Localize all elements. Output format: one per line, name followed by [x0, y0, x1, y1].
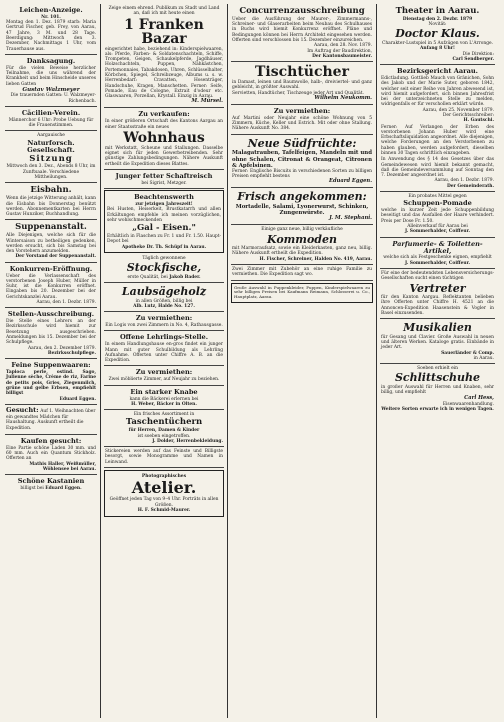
ad-bazar: Zeige einem ehrend. Publikum zu Stadt und Land an, daß ich mit heute einen 1 Franken Bazar eingerichtet habe, beziehend in: Kinderspielwaaren, als: Pferde, Farben- & Soldatenschachteln, Schiffe, Trompeten, Geigen, Schaukelpferde, Jagdhäuser, Holzschachteln, Puppen, Nähkästchen, Portemonnaies, Tabakdosen, Uhren, Schlüsselhalter, Körbchen, Spiegel, Schreibzeuge, Albums u. s. w. Herrenbedarf: Cravatten, Hosenträger, Handschuhe, Kragen, Manschetten. Ferner: Seife, Pomade, Eau de Cologne, Extrait d'odeur etc. Glaswaaren, Porzellan, Krystall. Einzig in Aarau. M. Mürsel.: [104, 4, 224, 108]
ad-naturforsch: Aargauische Naturforsch. Gesellschaft. Sitzung Mittwoch den 3. Dez., Abends 8 Uhr, im Zunftsaale. Verschiedene Mittheilungen.: [5, 131, 97, 183]
ad-theater: Theater in Aarau. Dienstag den 2. Dezbr. 1879 Novität: Doctor Klaus. Charakter-Lustspiel in 5 Aufzügen von L'Arronge. Anfang 8 Uhr! Die Direktion: Carl Sendberger.: [380, 4, 495, 65]
ad-caecilien: Cäcilien-Verein. Männerchor 6 Uhr: Probe Uebung für die Frauenstimmen.: [5, 107, 97, 131]
ad-musikalien: Musikalien für Gesang und Clavier. Große Auswahl in neuen und älteren Werken. Kataloge gratis. Einbände in jeder Art. Sauerländer & Comp. in Aarau.: [380, 319, 495, 364]
ad-vermiethen-2: Zu vermiethen: Zwei möblierte Zimmer, auf Neujahr zu beziehen.: [104, 366, 224, 385]
ad-leichen: Leichen-Anzeige. Nr. 101. Montag den 1. Dez. 1879 starb: Maria Gertrud Fischer, geb. Frey, von Aarau, 47 Jahre, 3 M. und 28 Tage. Beerdigung: Mittwoch den 3. Dezember, Nachmittags 1 Uhr, vom Trauerhause aus.: [5, 4, 97, 55]
ad-kaufen: Kaufen gesucht: Eine Partie schöne Laden 30 mm. und 60 mm. Auch ein Quantum Stickholz. Offerten an Mathis Haller, Weißmüller, Wöhlensee bei Aarau.: [5, 435, 97, 475]
ad-schuppen: Ein probates Mittel gegen Schuppen-Pomade welche in kurzer Zeit jede Schuppenbildung beseitigt und das Ausfallen der Haare verhindert. Preis per Dose Fr. 1.50. Alleinverkauf für Aarau bei J. Sommerhalder, Coiffeur.: [380, 192, 495, 238]
ad-wohnhaus: Zu verkaufen: In einer größeren Ortschaft des Kantons Aargau an einer Staatsstraße ein neues Wohnhaus mit Werkstatt, Scheune und Stallungen. Dasselbe eignet sich für jeden Gewerbetreibenden. Sehr günstige Zahlungsbedingungen. Nähere Auskunft ertheilt die Expedition dieses Blattes.: [104, 108, 224, 170]
ad-suppenwaaren: Feine Suppenwaaren: Tapioca perle, ostind. Sago, Julienne sèche, Crème de riz, Farine de petits pois, Gries, Ziegenmilch, grüne und gelbe Erbsen, empfiehlt billigst Eduard Eggen.: [5, 359, 97, 405]
ad-schlittschuhe: Soeben erhielt ein Schlittschuhe in großer Auswahl für Herren und Knaben, sehr billig, und empfiehlt Carl Hess, Eisenwaarenhandlung. Weitere Sorten erwarte ich in wenigen Tagen.: [381, 366, 494, 412]
leichen-title: Leichen-Anzeige.: [19, 6, 83, 14]
ad-atelier: Photographisches Atelier. Geöffnet jeden Tag von 9–4 Uhr. Porträts in allen Größen. H. F. Schmid-Maurer.: [104, 470, 224, 517]
ad-stickereien: Stickereien werden auf das Feinste und Billigste besorgt, sowie Monogramme und Namen in Leinwand.: [104, 447, 224, 468]
ad-stockfische: Täglich gewonnene Stockfische, erste Qualität, bei Jakob Bader.: [104, 254, 224, 283]
ad-frisch: Frisch angekommen: Mortadelle, Salami, Lyonerwurst, Schinken, Zungenwürste. J. M. Stephani.: [231, 188, 373, 225]
ad-bezirksgericht: Bezirksgericht Aarau. Edictladung. Gottlieb Mauch von Gränichen, Sohn des Jakob und der Marie Suter, geboren 1842, welcher seit einer Reihe von Jahren abwesend ist, wird hiemit aufgefordert, sich binnen Jahresfrist bei der unterzeichneten Stelle zu melden, widrigenfalls er für verschollen erklärt würde. Aarau, den 25. November 1879. Der Gerichtsschreiber: H. Gautschi. Ferner: Auf Verlangen der Erben des verstorbenen Johann Huber wird eine Erbschaftsliquidation angeordnet. Alle diejenigen, welche Forderungen an den Verstorbenen zu haben glauben, werden aufgefordert, dieselben binnen 30 Tagen schriftlich einzugeben. In Anwendung des § 14 des Gesetzes über das Gemeindewesen wird hiemit bekannt gemacht, daß die Gemeindeversammlung auf Sonntag den 7. Dezember angeordnet ist. Aarau, den 1. Dezbr. 1879. Der Gemeinderath.: [380, 65, 495, 192]
ad-beachtenswerth: Beachtenswerth zur jetzigen Jahreszeit! Bei Husten, Heiserkeit, Brustkatarrh und allen Erkältungen empfehle ich meinen vorzüglichen, sehr wohlschmeckenden „Gal - Eisen." Erhältlich in Flaschen zu Fr. 1 und Fr. 1.50. Haupt-Depot bei Apotheke Dr. Th. Schüpf in Aarau.: [104, 190, 224, 253]
column-2: [104, 4, 228, 718]
column-4: [380, 4, 498, 718]
ad-parfumerie: Parfumerie- & Toiletten-Artikel, welche sich als Festgeschenke eignen, empfiehlt J. Sommerhalder, Coiffeur.: [380, 238, 495, 269]
ad-schaftreisch: Junger fetter Schaftreisch bei Sigrist, Metzger.: [104, 170, 224, 189]
ad-danksagung: Danksagung. Für die vielen Beweise herzlicher Teilnahme, die uns während der Krankheit und beim Hinscheide unseres lieben Gatten Gustav Walzmeyer Die trauernden Gatten: U. Walzmeyer-Richenbach.: [5, 55, 97, 107]
column-1: [5, 4, 101, 718]
ad-eisbahn: Eisbahn. Wenn die jetzige Witterung anhält, kann die Eisbahn bis Donnerstag benützt werden. Abonnementkarten bei Herrn Gustav Hunziker, Buchhandlung.: [5, 183, 97, 220]
ad-concurrenz: Concurrenzausschreibung Ueber die Ausführung der Maurer-, Zimmermanns-, Schreiner- und Glaserarbeiten beim Neubau des Schulhauses in Buchs wird hiemit Konkurrenz eröffnet. Pläne und Bedingungen können bei Herrn Architekt eingesehen werden. Offerten sind verschlossen bis 15. Dezember einzureichen. Aarau, den 28. Nov. 1879. Im Auftrag der Baudirektion, Der Kantonsbaumeister.: [231, 4, 373, 62]
ad-gesucht: Gesucht: Auf 1. Weihnachten über ein gewandtes Mädchen für Haushaltung. Auskunft ertheilt die Expedition.: [5, 405, 97, 435]
ad-kastanien: Schöne Kastanien billigst bei Eduard Eggen.: [17, 477, 85, 492]
ad-tischtuecher: Tischtücher in Damast, leinen und Baumwolle, halb-, dreiviertel- und ganz gebleicht, in größter Auswahl. Servietten, Handtücher, Tischzeuge jeder Art und Qualität. Wilhelm Neukomm.: [231, 62, 373, 105]
ad-knabe: Ein starker Knabe kann die Bäckerei erlernen bei H. Weber, Bäcker in Olten.: [104, 386, 224, 410]
ad-zimmer: Zwei Zimmer mit Zubehör an eine ruhige Familie zu vermiethen. Die Expedition sagt wo.: [231, 265, 373, 281]
ad-stellen: Stellen-Ausschreibung. Die Stelle eines Lehrers an der Bezirksschule wird hiemit zur Besetzung ausgeschrieben. Anmeldungen bis 15. Dezember bei der Schulpflege. Aarau, den 2. Dezember 1879. Bezirksschulpflege.: [5, 308, 97, 359]
ad-konkurrenz: Konkurren-Eröffnung. Ueber die Verlassenschaft des verstorbenen Joseph Huber, Müller in Suhr, ist die Konkurren eröffnet. Eingaben bis 20. Dezember bei der Gerichtskanzlei Aarau. Aarau, den 1. Dezbr. 1879.: [5, 263, 97, 309]
ad-taschentuecher: Ein frisches Assortiment in Taschentüchern für Herren, Damen & Kinder ist soeben eingetroffen. J. Dolder, Herrenbekleidung.: [104, 410, 224, 447]
column-3: [231, 4, 377, 718]
ad-vermiethen-1: Zu vermiethen: Ein Logis von zwei Zimmern in No. 4, Rathausgasse.: [104, 312, 224, 331]
ad-suedfruechte: Neue Südfrüchte: Malagatrauben, Tafelfeigen, Mandeln mit und ohne Schalen, Citronat & Orangeat, Citronen & Apfelsinen. Ferner: Englische Biscuits in verschiedenen Sorten zu billigen Preisen empfiehlt bestens Eduard Eggen.: [231, 135, 373, 189]
ad-vermiethen-3: Zu vermiethen: Auf Martini oder Neujahr eine schöne Wohnung von 5 Zimmern, Küche, Keller und Estrich. Mit oder ohne Stallung. Nähere Auskunft No. 384.: [231, 105, 373, 135]
ad-lehrling: Offene Lehrlings-Stelle. In einem Handlungshause en-gros findet ein junger Mann mit guter Schulbildung als Lehrling Aufnahme. Offerten unter Chiffre A. B. an die Expedition.: [104, 331, 224, 366]
ad-kommoden: Einige ganz neue, billig verkäufliche Kommoden mit Marmoraufsatz, sowie ein Kleiderkasten, ganz neu, billig. Nähere Auskunft ertheilt die Expedition. H. Fischer, Schreiner, Halden No. 419, Aarau.: [231, 225, 373, 265]
ad-boxed-notice: Große Auswahl in Puppenkleider, Puppen, Kinderspielwaaren zu sehr billigen Preisen bei Kaufmann Reimann, Schlosserei u. Co., Hauptplatz, Aarau.: [231, 283, 373, 303]
ad-suppenanstalt: Suppenanstalt. Alle Diejenigen, welche sich für die Wintersaison zu betheiligen gedenken, werden ersucht, sich bis Samstag bei den Vorstehern anzumelden. Der Vorstand der Suppenanstalt.: [5, 220, 97, 262]
ad-laubsaegeholz: Laubsägeholz in allen Größen, billig bei Alb. Lutz, Halde No. 127.: [104, 283, 224, 312]
ad-vertreter: Für eine der bedeutendsten Lebensversicherungs-Gesellschaften sucht einen tüchtigen Vertreter für den Kanton Aargau. Reflektanten belieben ihre Offerten unter Chiffre H. 4521 an die Annoncen-Expedition Haasenstein & Vogler in Basel einzusenden.: [380, 269, 495, 319]
